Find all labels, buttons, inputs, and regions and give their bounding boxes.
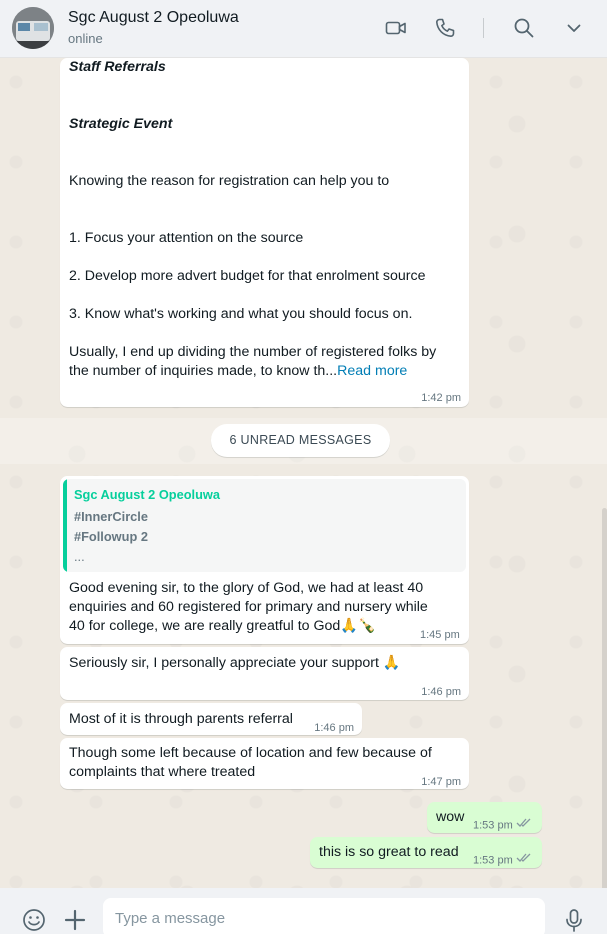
header-divider: [483, 18, 484, 38]
message-text: wow: [436, 809, 465, 825]
message-time: 1:45 pm: [420, 629, 460, 641]
quote-accent-bar: [63, 479, 67, 572]
search-icon[interactable]: [512, 16, 536, 40]
message-time: 1:42 pm: [421, 392, 461, 404]
message-text: Usually, I end up dividing the number of registered folks by: [69, 344, 437, 360]
emoji-icon[interactable]: [21, 907, 47, 933]
message-text: 1. Focus your attention on the source: [69, 230, 304, 246]
message-text: the number of inquiries made, to know th...: [69, 363, 338, 379]
message-heading-strategic-event: Strategic Event: [69, 116, 173, 132]
message-text: this is so great to read: [319, 844, 459, 860]
voice-call-icon[interactable]: [433, 16, 457, 40]
message-text: Seriously sir, I personally appreciate your support 🙏: [69, 655, 401, 671]
chat-area[interactable]: [0, 58, 607, 888]
message-time: 1:46 pm: [314, 722, 354, 734]
attach-plus-icon[interactable]: [62, 907, 88, 933]
message-time: 1:53 pm: [473, 819, 513, 832]
message-input[interactable]: [103, 898, 545, 934]
message-text: 3. Know what's working and what you should focus on.: [69, 306, 413, 322]
read-more-link[interactable]: Read more: [337, 363, 408, 379]
message-bubble-incoming[interactable]: [60, 703, 362, 735]
message-time-status: [473, 851, 532, 870]
message-bubble-outgoing[interactable]: [310, 837, 542, 868]
message-text: 40 for college, we are really greatful to God🙏🍾: [69, 618, 376, 634]
unread-messages-badge: 6 UNREAD MESSAGES: [211, 424, 390, 457]
chat-header: [0, 0, 607, 58]
quoted-text: #Followup 2: [74, 529, 148, 544]
chevron-down-icon[interactable]: [562, 16, 586, 40]
message-heading-staff-referrals: Staff Referrals: [69, 59, 166, 75]
microphone-icon[interactable]: [561, 907, 587, 933]
message-text: Though some left because of location and few because of: [69, 745, 432, 761]
quoted-message[interactable]: [63, 479, 466, 572]
message-text: Good evening sir, to the glory of God, we had at least 40: [69, 580, 424, 596]
message-bubble-outgoing[interactable]: [427, 802, 542, 833]
message-time: 1:46 pm: [421, 686, 461, 698]
message-time: 1:47 pm: [421, 776, 461, 788]
message-time-status: [473, 816, 532, 835]
double-check-read-icon: [516, 851, 532, 870]
avatar-photo: [12, 7, 54, 49]
message-time: 1:53 pm: [473, 854, 513, 867]
chat-scrollbar[interactable]: [602, 508, 607, 934]
message-text: Most of it is through parents referral: [69, 711, 293, 727]
double-check-read-icon: [516, 816, 532, 835]
message-composer: [0, 888, 607, 934]
quoted-text-ellipsis: ...: [74, 549, 85, 564]
message-text: enquiries and 60 registered for primary and nursery while: [69, 599, 428, 615]
contact-name[interactable]: Sgc August 2 Opeoluwa: [68, 9, 239, 26]
quoted-author: Sgc August 2 Opeoluwa: [74, 487, 220, 502]
message-bubble-incoming[interactable]: [60, 738, 469, 789]
video-call-icon[interactable]: [384, 16, 408, 40]
message-bubble-incoming[interactable]: [60, 647, 469, 700]
message-bubble-incoming[interactable]: [60, 58, 469, 407]
message-text: 2. Develop more advert budget for that enrolment source: [69, 268, 426, 284]
contact-avatar[interactable]: [12, 7, 54, 49]
contact-status: online: [68, 31, 103, 46]
quoted-text: #InnerCircle: [74, 509, 148, 524]
message-text-truncated: [69, 362, 407, 381]
message-text: complaints that where treated: [69, 764, 256, 780]
message-text: Knowing the reason for registration can help you to: [69, 173, 390, 189]
